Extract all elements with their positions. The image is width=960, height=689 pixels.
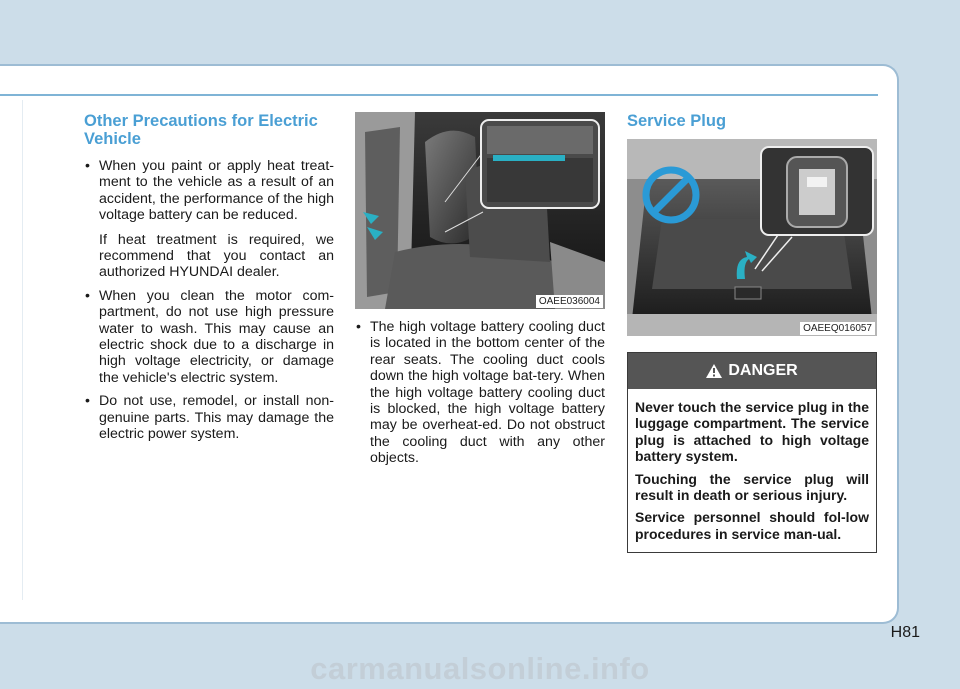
danger-box xyxy=(627,352,877,553)
margin-rule xyxy=(22,100,23,600)
header-rule xyxy=(0,94,878,96)
list-item xyxy=(84,158,334,281)
warning-triangle-icon xyxy=(706,364,722,378)
middle-column xyxy=(355,112,605,474)
danger-body xyxy=(628,389,876,552)
danger-paragraph: Never touch the service plug in the luggage compartment. The service plug is attached to high voltage battery system. xyxy=(635,399,869,465)
section-heading-precautions: Other Precautions for Electric Vehicle xyxy=(84,112,318,148)
bullet-icon: • xyxy=(85,287,90,304)
danger-title: DANGER xyxy=(728,362,798,379)
list-item-text: When you clean the motor com-partment, do not use high pressure water to wash. This may cause an electric shock due to a discharge in high voltage electricity, or damage the vehicle's electric system. xyxy=(99,287,334,386)
list-item xyxy=(84,288,334,386)
left-column xyxy=(84,112,334,450)
service-plug-figure xyxy=(627,139,877,336)
page-number: H81 xyxy=(890,624,920,641)
section-heading-service-plug: Service Plug xyxy=(627,112,727,130)
list-item xyxy=(355,319,605,467)
figure-caption: OAEEQ016057 xyxy=(800,322,875,335)
precautions-list xyxy=(84,158,334,443)
rear-seat-illustration xyxy=(355,112,605,309)
danger-header xyxy=(628,353,876,389)
cooling-duct-list xyxy=(355,319,605,467)
right-column xyxy=(627,112,877,553)
bullet-icon: • xyxy=(85,393,90,410)
bullet-icon: • xyxy=(85,158,90,174)
watermark: carmanualsonline.info xyxy=(310,651,650,686)
list-item-subtext: If heat treatment is required, we recommend that you contact an authorized HYUNDAI dealer. xyxy=(99,231,334,281)
list-item xyxy=(84,393,334,442)
danger-paragraph: Service personnel should fol-low procedures in service man-ual. xyxy=(635,509,869,542)
luggage-compartment-illustration xyxy=(627,139,877,336)
figure-caption: OAEE036004 xyxy=(536,295,603,308)
list-item-text: Do not use, remodel, or install non-genuine parts. This may damage the electric power system. xyxy=(99,393,334,443)
list-item-text: When you paint or apply heat treat-ment to the vehicle as a result of an accident, the performance of the high voltage battery can be reduced. xyxy=(99,158,334,224)
danger-paragraph: Touching the service plug will result in death or serious injury. xyxy=(635,470,869,504)
bullet-icon: • xyxy=(356,319,361,335)
cooling-duct-figure xyxy=(355,112,605,309)
list-item-text: The high voltage battery cooling duct is located in the bottom center of the rear seats. The cooling duct cools down the high voltage bat-tery. When the high voltage battery cooling duct is blocked, the high voltage battery may be overheat-ed. Do not obstruct the cooling duct with any other objects. xyxy=(370,319,605,467)
